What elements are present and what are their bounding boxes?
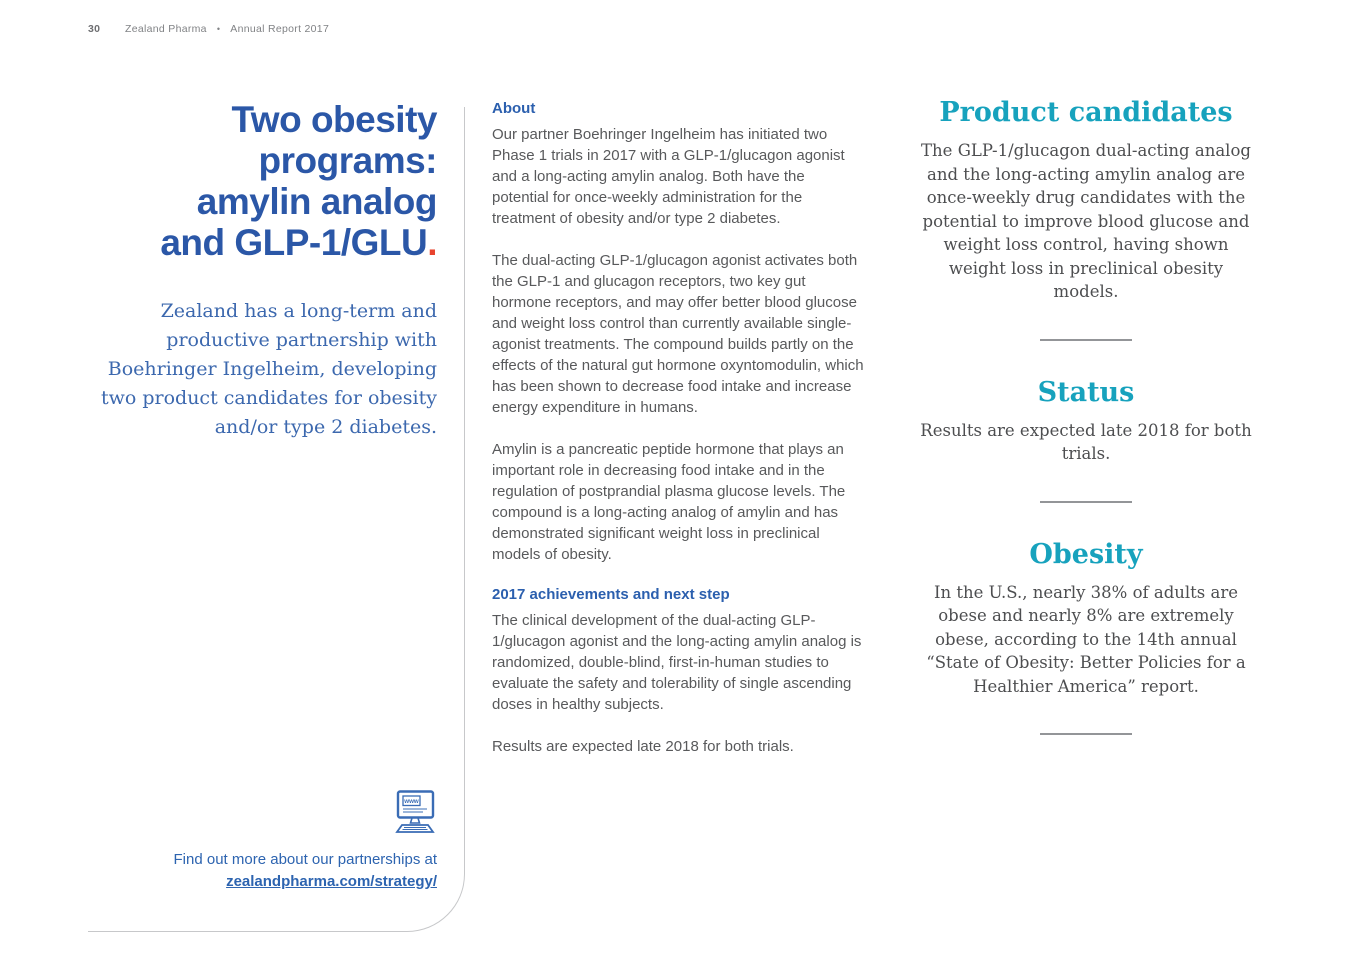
section-body: Results are expected late 2018 for both trials. <box>920 420 1252 463</box>
running-header <box>88 23 329 35</box>
title-accent-period: . <box>427 222 437 263</box>
left-column <box>100 99 437 442</box>
section-divider <box>1040 339 1132 341</box>
about-heading: About <box>492 100 536 117</box>
about-paragraph: The dual-acting GLP-1/glucagon agonist activates both the GLP-1 and glucagon receptors, two key gut hormone receptors, and may offer better blood glucose and weight loss control than currently available single-agonist treatments. The compound builds partly on the effects of the natural gut hormone oxyntomodulin, which has been shown to decrease food intake and increase energy expenditure in humans. <box>492 252 864 416</box>
svg-text:www: www <box>404 798 419 806</box>
report-title: Annual Report 2017 <box>230 23 330 35</box>
section-divider <box>1040 733 1132 735</box>
section-divider <box>1040 501 1132 503</box>
section-body: In the U.S., nearly 38% of adults are obese and nearly 8% are extremely obese, according to the 14th annual “State of Obesity: Better Policies for a Healthier America” report. <box>926 582 1246 696</box>
middle-column <box>492 100 864 778</box>
right-column <box>920 96 1252 770</box>
about-paragraph: Amylin is a pancreatic peptide hormone that plays an important role in decreasing food intake and in the regulation of postprandial plasma glucose levels. The compound is a long-acting analog of amylin and has demonstrated significant weight loss in preclinical models of obesity. <box>492 441 846 563</box>
computer-www-icon <box>393 798 437 842</box>
section-heading-obesity: Obesity <box>1029 538 1143 570</box>
intro-text: Zealand has a long-term and productive partnership with Boehringer Ingelheim, developing two product candidates for obesity and/or type 2 diabetes. <box>100 300 437 438</box>
company-name: Zealand Pharma <box>125 23 207 35</box>
achievements-paragraph: The clinical development of the dual-acting GLP-1/glucagon agonist and the long-acting amylin analog is randomized, double-blind, first-in-human studies to evaluate the safety and tolerability of single ascending doses in healthy subjects. <box>492 612 862 713</box>
about-paragraph: Our partner Boehringer Ingelheim has initiated two Phase 1 trials in 2017 with a GLP-1/glucagon agonist and a long-acting amylin analog. Both have the potential for once-weekly administration for the treatment of obesity and/or type 2 diabetes. <box>492 126 845 227</box>
page-number: 30 <box>88 23 101 35</box>
page-title: Two obesity programs: amylin analog and GLP-1/GLU. <box>160 99 437 263</box>
footer-caption: Find out more about our partnerships at zealandpharma.com/strategy/ <box>173 851 437 890</box>
achievements-paragraph: Results are expected late 2018 for both trials. <box>492 738 794 755</box>
section-heading-status: Status <box>1037 376 1135 408</box>
achievements-heading: 2017 achievements and next step <box>492 586 730 603</box>
section-body: The GLP-1/glucagon dual-acting analog and the long-acting amylin analog are once-weekly drug candidates with the potential to improve blood glucose and weight loss control, having shown weight loss in preclinical obesity models. <box>921 141 1251 301</box>
section-heading-product-candidates: Product candidates <box>939 97 1233 128</box>
bullet-separator: • <box>216 24 221 34</box>
partnerships-link[interactable]: zealandpharma.com/strategy/ <box>226 873 437 890</box>
partnerships-footer <box>100 790 437 893</box>
